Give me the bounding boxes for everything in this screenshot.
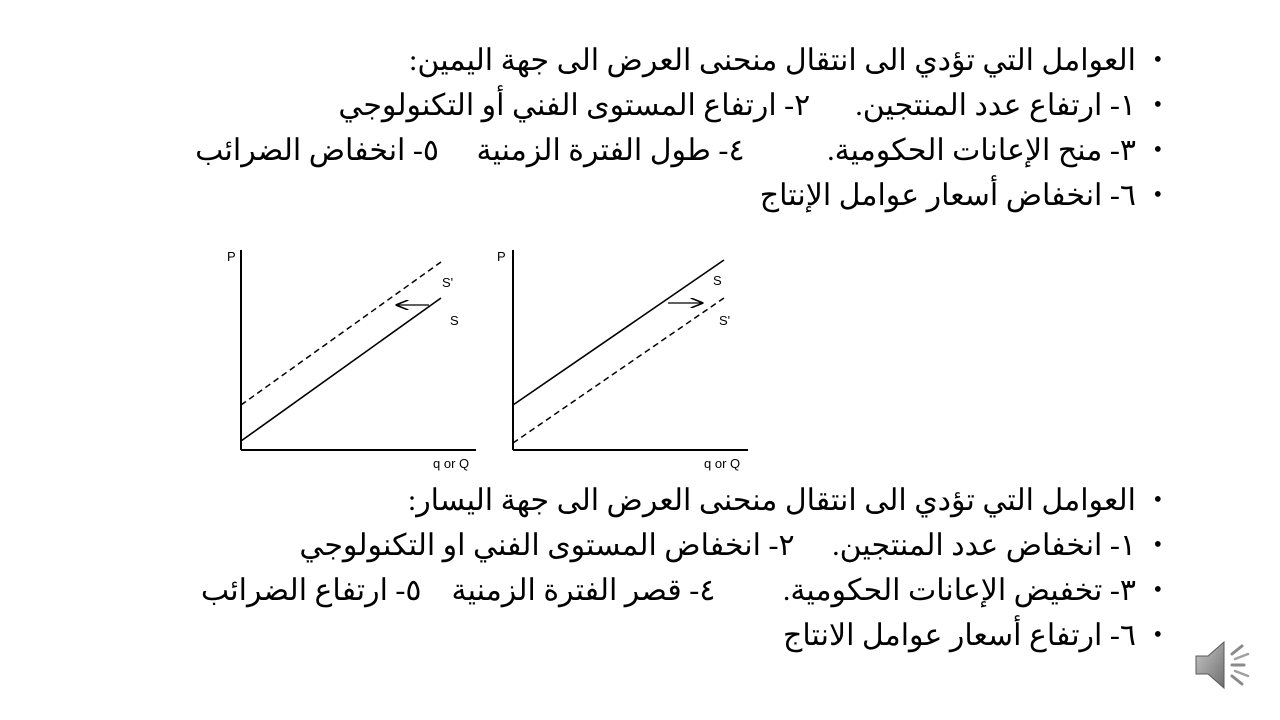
graph-right-shift [497,249,748,471]
supply-label-s-prime: S' [719,313,731,328]
bullet-item: • ٦- انخفاض أسعار عوامل الإنتاج [195,173,1162,218]
graph-left-shift [227,249,476,471]
supply-label-s: S [450,313,459,328]
bullet-item: • ٣- منح الإعانات الحكومية. ٤- طول الفترة الزمنية ٥- انخفاض الضرائب [195,128,1162,173]
speaker-icon[interactable] [1192,632,1258,698]
x-axis-label: q or Q [704,456,741,471]
x-axis-label: q or Q [433,456,470,471]
bullet-item: • ١- ارتفاع عدد المنتجين. ٢- ارتفاع المستوى الفني أو التكنولوجي [195,83,1162,128]
bullet-heading-right-shift: • العوامل التي تؤدي الى انتقال منحنى العرض الى جهة اليمين: [195,38,1162,83]
supply-curve-s-prime [241,262,441,405]
bullet-item: • ٦- ارتفاع أسعار عوامل الانتاج [201,613,1162,658]
bullet-item: • ١- انخفاض عدد المنتجين. ٢- انخفاض المستوى الفني او التكنولوجي [201,523,1162,568]
bottom-bullet-list [201,478,1162,658]
bullet-heading-left-shift: • العوامل التي تؤدي الى انتقال منحنى العرض الى جهة اليسار: [201,478,1162,523]
supply-curve-s [513,260,724,405]
supply-label-s: S [713,273,722,288]
supply-curve-s [241,298,441,441]
bullet-item: • ٣- تخفيض الإعانات الحكومية. ٤- قصر الفترة الزمنية ٥- ارتفاع الضرائب [201,568,1162,613]
supply-label-s-prime: S' [442,275,454,290]
y-axis-label: P [497,249,506,264]
y-axis-label: P [227,249,236,264]
supply-curve-s-prime [513,298,724,443]
